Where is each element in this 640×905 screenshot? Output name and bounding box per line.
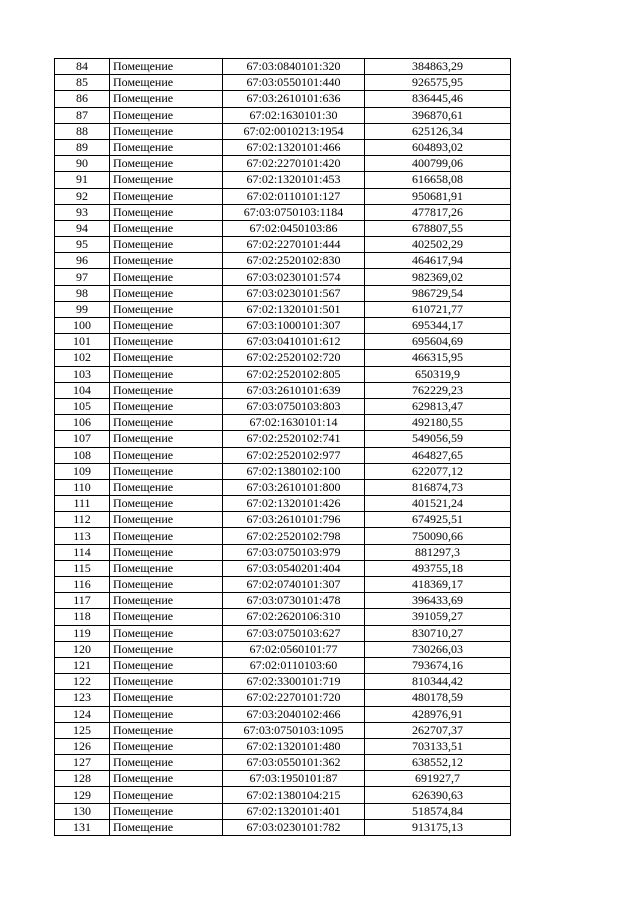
object-type-cell: Помещение [110, 285, 223, 301]
cadastral-number-cell: 67:02:1320101:480 [223, 738, 365, 754]
cadastral-number-cell: 67:02:0110103:60 [223, 657, 365, 673]
cadastral-number-cell: 67:03:0410101:612 [223, 334, 365, 350]
table-row [55, 755, 511, 771]
cadastral-number-cell: 67:03:0730101:478 [223, 593, 365, 609]
cadastral-value-cell: 418369,17 [365, 577, 511, 593]
cadastral-number-cell: 67:03:0540201:404 [223, 560, 365, 576]
cadastral-number-cell: 67:02:1380102:100 [223, 463, 365, 479]
cadastral-number-cell: 67:02:2520102:830 [223, 253, 365, 269]
cadastral-number-cell: 67:03:0550101:362 [223, 755, 365, 771]
table-row [55, 722, 511, 738]
row-number-cell: 105 [55, 398, 110, 414]
cadastral-value-cell: 793674,16 [365, 657, 511, 673]
object-type-cell: Помещение [110, 577, 223, 593]
object-type-cell: Помещение [110, 706, 223, 722]
object-type-cell: Помещение [110, 334, 223, 350]
cadastral-number-cell: 67:02:1380104:215 [223, 787, 365, 803]
object-type-cell: Помещение [110, 544, 223, 560]
cadastral-value-cell: 830710,27 [365, 625, 511, 641]
row-number-cell: 96 [55, 253, 110, 269]
table-row [55, 139, 511, 155]
cadastral-value-cell: 384863,29 [365, 59, 511, 75]
object-type-cell: Помещение [110, 560, 223, 576]
table-row [55, 91, 511, 107]
cadastral-number-cell: 67:02:0110101:127 [223, 188, 365, 204]
cadastral-number-cell: 67:02:1320101:401 [223, 803, 365, 819]
row-number-cell: 94 [55, 220, 110, 236]
table-row [55, 75, 511, 91]
cadastral-value-cell: 913175,13 [365, 819, 511, 835]
cadastral-number-cell: 67:02:2520102:720 [223, 350, 365, 366]
row-number-cell: 95 [55, 237, 110, 253]
row-number-cell: 107 [55, 431, 110, 447]
row-number-cell: 97 [55, 269, 110, 285]
cadastral-value-cell: 400799,06 [365, 156, 511, 172]
row-number-cell: 90 [55, 156, 110, 172]
object-type-cell: Помещение [110, 803, 223, 819]
cadastral-value-cell: 703133,51 [365, 738, 511, 754]
cadastral-value-cell: 695344,17 [365, 318, 511, 334]
cadastral-number-cell: 67:02:2270101:444 [223, 237, 365, 253]
table-row [55, 738, 511, 754]
cadastral-value-cell: 650319,9 [365, 366, 511, 382]
table-row [55, 156, 511, 172]
row-number-cell: 113 [55, 528, 110, 544]
row-number-cell: 126 [55, 738, 110, 754]
cadastral-value-cell: 466315,95 [365, 350, 511, 366]
row-number-cell: 124 [55, 706, 110, 722]
object-type-cell: Помещение [110, 59, 223, 75]
table-row [55, 220, 511, 236]
cadastral-value-cell: 810344,42 [365, 674, 511, 690]
cadastral-value-cell: 750090,66 [365, 528, 511, 544]
object-type-cell: Помещение [110, 674, 223, 690]
cadastral-value-cell: 391059,27 [365, 609, 511, 625]
cadastral-value-cell: 610721,77 [365, 301, 511, 317]
object-type-cell: Помещение [110, 625, 223, 641]
table-row [55, 172, 511, 188]
cadastral-number-cell: 67:02:3300101:719 [223, 674, 365, 690]
table-row [55, 237, 511, 253]
object-type-cell: Помещение [110, 415, 223, 431]
cadastral-number-cell: 67:02:2520102:741 [223, 431, 365, 447]
table-row [55, 819, 511, 835]
cadastral-value-cell: 674925,51 [365, 512, 511, 528]
row-number-cell: 103 [55, 366, 110, 382]
row-number-cell: 116 [55, 577, 110, 593]
table-row [55, 657, 511, 673]
row-number-cell: 91 [55, 172, 110, 188]
object-type-cell: Помещение [110, 220, 223, 236]
object-type-cell: Помещение [110, 722, 223, 738]
object-type-cell: Помещение [110, 641, 223, 657]
property-table [54, 58, 511, 836]
row-number-cell: 108 [55, 447, 110, 463]
cadastral-value-cell: 881297,3 [365, 544, 511, 560]
table-row [55, 382, 511, 398]
row-number-cell: 128 [55, 771, 110, 787]
object-type-cell: Помещение [110, 431, 223, 447]
cadastral-number-cell: 67:02:2520102:805 [223, 366, 365, 382]
cadastral-value-cell: 625126,34 [365, 123, 511, 139]
row-number-cell: 100 [55, 318, 110, 334]
row-number-cell: 109 [55, 463, 110, 479]
table-row [55, 301, 511, 317]
object-type-cell: Помещение [110, 188, 223, 204]
cadastral-number-cell: 67:03:0750103:1095 [223, 722, 365, 738]
table-row [55, 593, 511, 609]
cadastral-value-cell: 428976,91 [365, 706, 511, 722]
cadastral-number-cell: 67:03:0750103:803 [223, 398, 365, 414]
property-table-body [55, 59, 511, 836]
object-type-cell: Помещение [110, 771, 223, 787]
table-row [55, 803, 511, 819]
object-type-cell: Помещение [110, 496, 223, 512]
object-type-cell: Помещение [110, 819, 223, 835]
table-row [55, 771, 511, 787]
object-type-cell: Помещение [110, 237, 223, 253]
row-number-cell: 122 [55, 674, 110, 690]
object-type-cell: Помещение [110, 350, 223, 366]
object-type-cell: Помещение [110, 172, 223, 188]
object-type-cell: Помещение [110, 382, 223, 398]
table-row [55, 188, 511, 204]
table-row [55, 366, 511, 382]
row-number-cell: 101 [55, 334, 110, 350]
cadastral-number-cell: 67:02:0560101:77 [223, 641, 365, 657]
table-row [55, 204, 511, 220]
object-type-cell: Помещение [110, 593, 223, 609]
table-row [55, 706, 511, 722]
row-number-cell: 110 [55, 479, 110, 495]
table-row [55, 787, 511, 803]
row-number-cell: 99 [55, 301, 110, 317]
table-row [55, 463, 511, 479]
row-number-cell: 117 [55, 593, 110, 609]
cadastral-value-cell: 638552,12 [365, 755, 511, 771]
cadastral-number-cell: 67:02:0010213:1954 [223, 123, 365, 139]
row-number-cell: 120 [55, 641, 110, 657]
cadastral-value-cell: 402502,29 [365, 237, 511, 253]
cadastral-number-cell: 67:02:2520102:977 [223, 447, 365, 463]
cadastral-value-cell: 549056,59 [365, 431, 511, 447]
table-row [55, 690, 511, 706]
row-number-cell: 118 [55, 609, 110, 625]
object-type-cell: Помещение [110, 690, 223, 706]
object-type-cell: Помещение [110, 269, 223, 285]
cadastral-number-cell: 67:03:0840101:320 [223, 59, 365, 75]
cadastral-value-cell: 926575,95 [365, 75, 511, 91]
row-number-cell: 125 [55, 722, 110, 738]
table-row [55, 318, 511, 334]
cadastral-value-cell: 493755,18 [365, 560, 511, 576]
table-row [55, 415, 511, 431]
object-type-cell: Помещение [110, 204, 223, 220]
cadastral-value-cell: 622077,12 [365, 463, 511, 479]
cadastral-number-cell: 67:03:0230101:567 [223, 285, 365, 301]
object-type-cell: Помещение [110, 366, 223, 382]
cadastral-number-cell: 67:02:2270101:720 [223, 690, 365, 706]
table-row [55, 544, 511, 560]
row-number-cell: 86 [55, 91, 110, 107]
cadastral-value-cell: 986729,54 [365, 285, 511, 301]
cadastral-number-cell: 67:03:0230101:574 [223, 269, 365, 285]
object-type-cell: Помещение [110, 528, 223, 544]
table-row [55, 253, 511, 269]
table-row [55, 641, 511, 657]
cadastral-number-cell: 67:02:0450103:86 [223, 220, 365, 236]
cadastral-number-cell: 67:02:1630101:14 [223, 415, 365, 431]
row-number-cell: 123 [55, 690, 110, 706]
cadastral-value-cell: 950681,91 [365, 188, 511, 204]
cadastral-number-cell: 67:02:1320101:426 [223, 496, 365, 512]
cadastral-value-cell: 518574,84 [365, 803, 511, 819]
cadastral-number-cell: 67:02:1320101:466 [223, 139, 365, 155]
cadastral-value-cell: 626390,63 [365, 787, 511, 803]
object-type-cell: Помещение [110, 657, 223, 673]
cadastral-number-cell: 67:02:2520102:798 [223, 528, 365, 544]
object-type-cell: Помещение [110, 512, 223, 528]
table-row [55, 512, 511, 528]
row-number-cell: 88 [55, 123, 110, 139]
row-number-cell: 102 [55, 350, 110, 366]
cadastral-number-cell: 67:03:2610101:796 [223, 512, 365, 528]
object-type-cell: Помещение [110, 463, 223, 479]
table-row [55, 269, 511, 285]
table-row [55, 431, 511, 447]
object-type-cell: Помещение [110, 91, 223, 107]
table-row [55, 107, 511, 123]
object-type-cell: Помещение [110, 253, 223, 269]
cadastral-number-cell: 67:03:2040102:466 [223, 706, 365, 722]
table-row [55, 285, 511, 301]
object-type-cell: Помещение [110, 609, 223, 625]
row-number-cell: 111 [55, 496, 110, 512]
object-type-cell: Помещение [110, 156, 223, 172]
object-type-cell: Помещение [110, 75, 223, 91]
object-type-cell: Помещение [110, 107, 223, 123]
row-number-cell: 92 [55, 188, 110, 204]
row-number-cell: 85 [55, 75, 110, 91]
cadastral-value-cell: 492180,55 [365, 415, 511, 431]
cadastral-value-cell: 982369,02 [365, 269, 511, 285]
table-row [55, 398, 511, 414]
cadastral-number-cell: 67:03:2610101:636 [223, 91, 365, 107]
cadastral-value-cell: 730266,03 [365, 641, 511, 657]
cadastral-value-cell: 480178,59 [365, 690, 511, 706]
table-row [55, 674, 511, 690]
row-number-cell: 93 [55, 204, 110, 220]
cadastral-number-cell: 67:03:1000101:307 [223, 318, 365, 334]
cadastral-value-cell: 401521,24 [365, 496, 511, 512]
cadastral-number-cell: 67:02:1320101:453 [223, 172, 365, 188]
cadastral-value-cell: 695604,69 [365, 334, 511, 350]
cadastral-number-cell: 67:03:1950101:87 [223, 771, 365, 787]
object-type-cell: Помещение [110, 301, 223, 317]
row-number-cell: 129 [55, 787, 110, 803]
cadastral-number-cell: 67:02:2620106:310 [223, 609, 365, 625]
cadastral-number-cell: 67:03:0550101:440 [223, 75, 365, 91]
cadastral-value-cell: 691927,7 [365, 771, 511, 787]
table-row [55, 496, 511, 512]
cadastral-value-cell: 396870,61 [365, 107, 511, 123]
row-number-cell: 114 [55, 544, 110, 560]
row-number-cell: 115 [55, 560, 110, 576]
cadastral-number-cell: 67:02:0740101:307 [223, 577, 365, 593]
object-type-cell: Помещение [110, 787, 223, 803]
row-number-cell: 130 [55, 803, 110, 819]
object-type-cell: Помещение [110, 398, 223, 414]
row-number-cell: 98 [55, 285, 110, 301]
cadastral-number-cell: 67:02:1630101:30 [223, 107, 365, 123]
cadastral-value-cell: 396433,69 [365, 593, 511, 609]
cadastral-number-cell: 67:02:2270101:420 [223, 156, 365, 172]
object-type-cell: Помещение [110, 755, 223, 771]
cadastral-number-cell: 67:03:0750103:979 [223, 544, 365, 560]
cadastral-number-cell: 67:03:0750103:627 [223, 625, 365, 641]
table-row [55, 528, 511, 544]
cadastral-number-cell: 67:03:0230101:782 [223, 819, 365, 835]
table-row [55, 350, 511, 366]
object-type-cell: Помещение [110, 123, 223, 139]
cadastral-value-cell: 836445,46 [365, 91, 511, 107]
row-number-cell: 121 [55, 657, 110, 673]
object-type-cell: Помещение [110, 139, 223, 155]
table-row [55, 625, 511, 641]
cadastral-value-cell: 678807,55 [365, 220, 511, 236]
cadastral-number-cell: 67:03:2610101:800 [223, 479, 365, 495]
cadastral-number-cell: 67:02:1320101:501 [223, 301, 365, 317]
row-number-cell: 106 [55, 415, 110, 431]
object-type-cell: Помещение [110, 479, 223, 495]
object-type-cell: Помещение [110, 447, 223, 463]
cadastral-value-cell: 477817,26 [365, 204, 511, 220]
table-row [55, 334, 511, 350]
cadastral-value-cell: 629813,47 [365, 398, 511, 414]
row-number-cell: 112 [55, 512, 110, 528]
table-row [55, 59, 511, 75]
cadastral-value-cell: 464617,94 [365, 253, 511, 269]
table-row [55, 123, 511, 139]
object-type-cell: Помещение [110, 318, 223, 334]
row-number-cell: 84 [55, 59, 110, 75]
cadastral-value-cell: 464827,65 [365, 447, 511, 463]
table-row [55, 447, 511, 463]
row-number-cell: 131 [55, 819, 110, 835]
row-number-cell: 119 [55, 625, 110, 641]
row-number-cell: 87 [55, 107, 110, 123]
row-number-cell: 127 [55, 755, 110, 771]
cadastral-number-cell: 67:03:0750103:1184 [223, 204, 365, 220]
cadastral-value-cell: 604893,02 [365, 139, 511, 155]
cadastral-value-cell: 762229,23 [365, 382, 511, 398]
table-row [55, 560, 511, 576]
object-type-cell: Помещение [110, 738, 223, 754]
cadastral-value-cell: 816874,73 [365, 479, 511, 495]
cadastral-value-cell: 616658,08 [365, 172, 511, 188]
table-row [55, 479, 511, 495]
cadastral-value-cell: 262707,37 [365, 722, 511, 738]
table-row [55, 609, 511, 625]
table-row [55, 577, 511, 593]
row-number-cell: 89 [55, 139, 110, 155]
row-number-cell: 104 [55, 382, 110, 398]
cadastral-number-cell: 67:03:2610101:639 [223, 382, 365, 398]
